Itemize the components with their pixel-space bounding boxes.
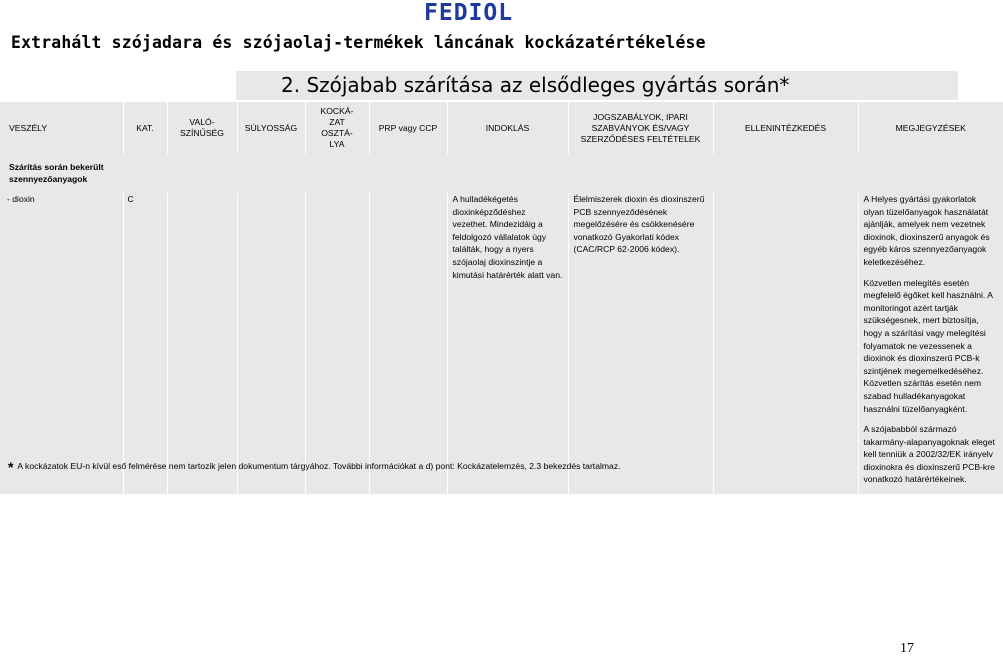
col-header-regulations-line2: SZABVÁNYOK ÉS/VAGY bbox=[591, 122, 690, 133]
cell-justification: A hulladékégetés dioxinképződéshez vezethet. Mindezidáig a feldolgozó vállalatok úgy találták, hogy a nyers szójaolaj dioxinszintje a kimutási határérték alatt van. bbox=[447, 193, 568, 494]
col-header-likelihood bbox=[167, 102, 237, 154]
group-label-line1: Szárítás során bekerült bbox=[9, 162, 104, 172]
col-header-likelihood-line2: SZÍNŰSÉG bbox=[180, 128, 224, 138]
page-number: 17 bbox=[900, 641, 914, 656]
remark-paragraph: Közvetlen melegítés esetén megfelelő égőket kell használni. A monitoringot azért tartják szükségesnek, mert biztosítja, hogy a szárítási vagy melegítési folyamatok ne vezessenek a dioxinok és dioxinszerű PCB-k szintjének megemelkedéséhez. Közvetlen szárítás esetén nem szabad hulladékanyagokat használni tüzelőanyagként. bbox=[863, 277, 993, 414]
document-title: Extrahált szójadara és szójaolaj-termékek láncának kockázatértékelése bbox=[11, 33, 706, 52]
cell-prp-ccp bbox=[369, 193, 447, 494]
section-title: 2. Szójabab szárítása az elsődleges gyártás során* bbox=[236, 71, 958, 100]
remark-paragraph: A szójababból származó takarmány-alapanyagoknak eleget kell tenniük a 2002/32/EK irányelv dioxinokra és dioxinszerű PCB-kre vonatkozó határértékeinek. bbox=[863, 424, 995, 485]
col-header-category: KAT. bbox=[123, 102, 167, 154]
col-header-risk-class bbox=[305, 102, 369, 154]
col-header-controls: ELLENINTÉZKEDÉS bbox=[713, 102, 858, 154]
col-header-hazard: VESZÉLY bbox=[0, 102, 123, 154]
group-label bbox=[0, 160, 1003, 187]
col-header-risk-class-line4: LYA bbox=[329, 139, 345, 149]
col-header-regulations-line3: SZERZŐDÉSES FELTÉTELEK bbox=[580, 133, 701, 144]
cell-hazard: - dioxin bbox=[0, 193, 123, 494]
cell-remarks bbox=[858, 193, 1003, 494]
footnote-text: A kockázatok EU-n kívül eső felmérése nem tartozik jelen dokumentum tárgyához. További információkat a d) pont: Kockázatelemzés, 2.3 bekezdés tartalmaz. bbox=[17, 461, 621, 471]
table-header-row bbox=[0, 102, 1003, 154]
cell-controls bbox=[713, 193, 858, 494]
group-row bbox=[0, 160, 1003, 187]
risk-assessment-table bbox=[0, 102, 1003, 494]
col-header-prp-ccp: PRP vagy CCP bbox=[369, 102, 447, 154]
col-header-risk-class-line3: OSZTÁ- bbox=[321, 128, 353, 138]
cell-likelihood bbox=[167, 193, 237, 494]
col-header-regulations-line1: JOGSZABÁLYOK, IPARI bbox=[593, 111, 688, 122]
cell-category: C bbox=[123, 193, 167, 494]
remark-paragraph: A Helyes gyártási gyakorlatok olyan tüzelőanyagok használatát ajánlják, amelyek nem vezetnek dioxinok, dioxinszerű anyagok és egyéb káros szennyezőanyagok keletkezéséhez. bbox=[863, 194, 990, 267]
group-label-line2: szennyezőanyagok bbox=[9, 174, 88, 184]
fediol-logo: FEDIOL bbox=[424, 0, 514, 26]
col-header-remarks: MEGJEGYZÉSEK bbox=[858, 102, 1003, 154]
cell-regulations: Élelmiszerek dioxin és dioxinszerű PCB szennyeződésének megelőzésére és csökkenésére vonatkozó Gyakorlati kódex (CAC/RCP 62-2006 kódex). bbox=[568, 193, 713, 494]
col-header-regulations bbox=[568, 102, 713, 154]
cell-severity bbox=[237, 193, 305, 494]
col-header-risk-class-line2: ZAT bbox=[329, 117, 345, 127]
cell-risk-class bbox=[305, 193, 369, 494]
footnote-star: * bbox=[8, 459, 14, 475]
col-header-likelihood-line1: VALÓ- bbox=[189, 117, 215, 127]
col-header-justification: INDOKLÁS bbox=[447, 102, 568, 154]
table-row bbox=[0, 193, 1003, 494]
col-header-risk-class-line1: KOCKÁ- bbox=[320, 106, 354, 116]
footnote bbox=[8, 459, 621, 475]
col-header-severity: SÚLYOSSÁG bbox=[237, 102, 305, 154]
